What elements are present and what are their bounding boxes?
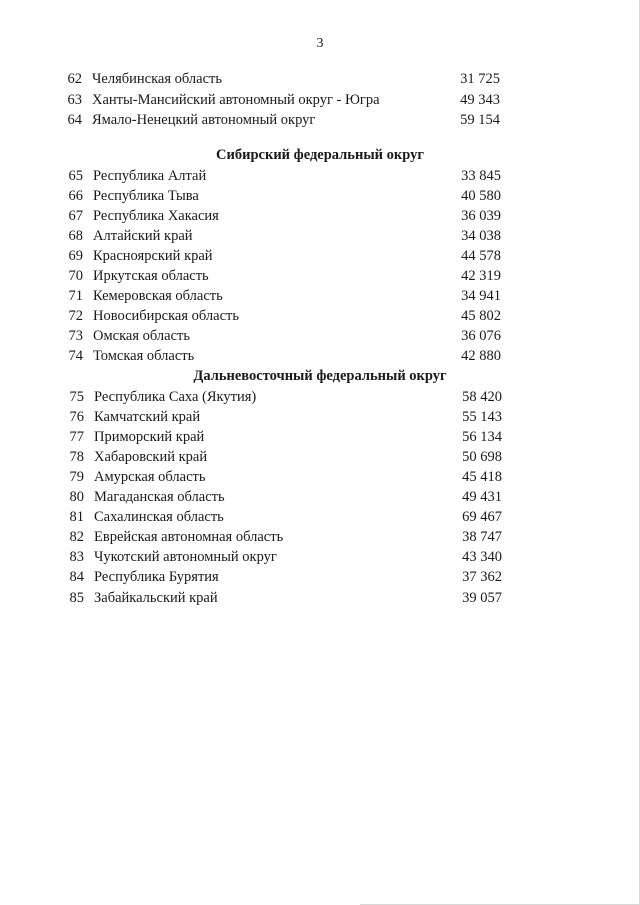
row-number: 71 bbox=[68, 288, 83, 304]
region-name: Омская область bbox=[93, 328, 190, 344]
section-heading: Сибирский федеральный округ bbox=[216, 147, 424, 163]
region-name: Хабаровский край bbox=[94, 449, 208, 465]
region-value: 33 845 bbox=[461, 168, 501, 184]
region-value: 58 420 bbox=[462, 389, 502, 405]
row-number: 80 bbox=[69, 489, 84, 505]
row-number: 70 bbox=[68, 268, 83, 284]
region-value: 37 362 bbox=[462, 569, 502, 585]
row-number: 75 bbox=[69, 389, 84, 405]
row-number: 78 bbox=[69, 449, 84, 465]
row-number: 85 bbox=[69, 590, 84, 606]
region-value: 36 076 bbox=[461, 328, 501, 344]
region-name: Иркутская область bbox=[93, 268, 209, 284]
region-name: Кемеровская область bbox=[93, 288, 223, 304]
region-name: Камчатский край bbox=[94, 409, 201, 425]
region-name: Республика Хакасия bbox=[93, 208, 219, 224]
region-name: Ханты-Мансийский автономный округ - Югра bbox=[92, 92, 380, 108]
row-number: 76 bbox=[69, 409, 84, 425]
region-value: 56 134 bbox=[462, 429, 502, 445]
region-value: 42 319 bbox=[461, 268, 501, 284]
region-name: Республика Тыва bbox=[93, 188, 199, 204]
region-name: Чукотский автономный округ bbox=[94, 549, 277, 565]
region-value: 36 039 bbox=[461, 208, 501, 224]
page-number: 3 bbox=[316, 36, 324, 51]
row-number: 77 bbox=[69, 429, 84, 445]
row-number: 64 bbox=[67, 112, 82, 128]
row-number: 66 bbox=[68, 188, 83, 204]
region-value: 42 880 bbox=[461, 348, 501, 364]
row-number: 65 bbox=[68, 168, 83, 184]
region-value: 50 698 bbox=[462, 449, 502, 465]
region-name: Алтайский край bbox=[93, 228, 193, 244]
row-number: 72 bbox=[68, 308, 83, 324]
region-name: Томская область bbox=[93, 348, 195, 364]
section-heading: Дальневосточный федеральный округ bbox=[193, 368, 447, 384]
region-value: 45 802 bbox=[461, 308, 501, 324]
region-name: Приморский край bbox=[94, 429, 205, 445]
row-number: 84 bbox=[69, 569, 84, 585]
region-name: Республика Саха (Якутия) bbox=[94, 389, 257, 405]
row-number: 79 bbox=[69, 469, 84, 485]
region-value: 59 154 bbox=[460, 112, 500, 128]
row-number: 69 bbox=[68, 248, 83, 264]
region-name: Магаданская область bbox=[94, 489, 225, 505]
region-value: 44 578 bbox=[461, 248, 501, 264]
region-name: Амурская область bbox=[94, 469, 206, 485]
region-value: 69 467 bbox=[462, 509, 502, 525]
row-number: 73 bbox=[68, 328, 83, 344]
row-number: 81 bbox=[69, 509, 84, 525]
region-name: Забайкальский край bbox=[94, 590, 218, 606]
region-name: Республика Бурятия bbox=[94, 569, 219, 585]
region-value: 34 038 bbox=[461, 228, 501, 244]
region-value: 49 343 bbox=[460, 92, 500, 108]
region-value: 38 747 bbox=[462, 529, 502, 545]
region-name: Челябинская область bbox=[92, 71, 222, 87]
region-name: Красноярский край bbox=[93, 248, 213, 264]
region-name: Еврейская автономная область bbox=[94, 529, 284, 545]
region-value: 40 580 bbox=[461, 188, 501, 204]
region-name: Новосибирская область bbox=[93, 308, 239, 324]
row-number: 83 bbox=[69, 549, 84, 565]
region-value: 43 340 bbox=[462, 549, 502, 565]
row-number: 62 bbox=[67, 71, 82, 87]
row-number: 68 bbox=[68, 228, 83, 244]
region-value: 34 941 bbox=[461, 288, 501, 304]
region-value: 31 725 bbox=[460, 71, 500, 87]
region-value: 55 143 bbox=[462, 409, 502, 425]
region-name: Ямало-Ненецкий автономный округ bbox=[92, 112, 316, 128]
region-name: Республика Алтай bbox=[93, 168, 207, 184]
row-number: 82 bbox=[69, 529, 84, 545]
region-name: Сахалинская область bbox=[94, 509, 224, 525]
region-value: 49 431 bbox=[462, 489, 502, 505]
row-number: 67 bbox=[68, 208, 83, 224]
row-number: 74 bbox=[68, 348, 83, 364]
region-value: 39 057 bbox=[462, 590, 502, 606]
row-number: 63 bbox=[67, 92, 82, 108]
region-value: 45 418 bbox=[462, 469, 502, 485]
